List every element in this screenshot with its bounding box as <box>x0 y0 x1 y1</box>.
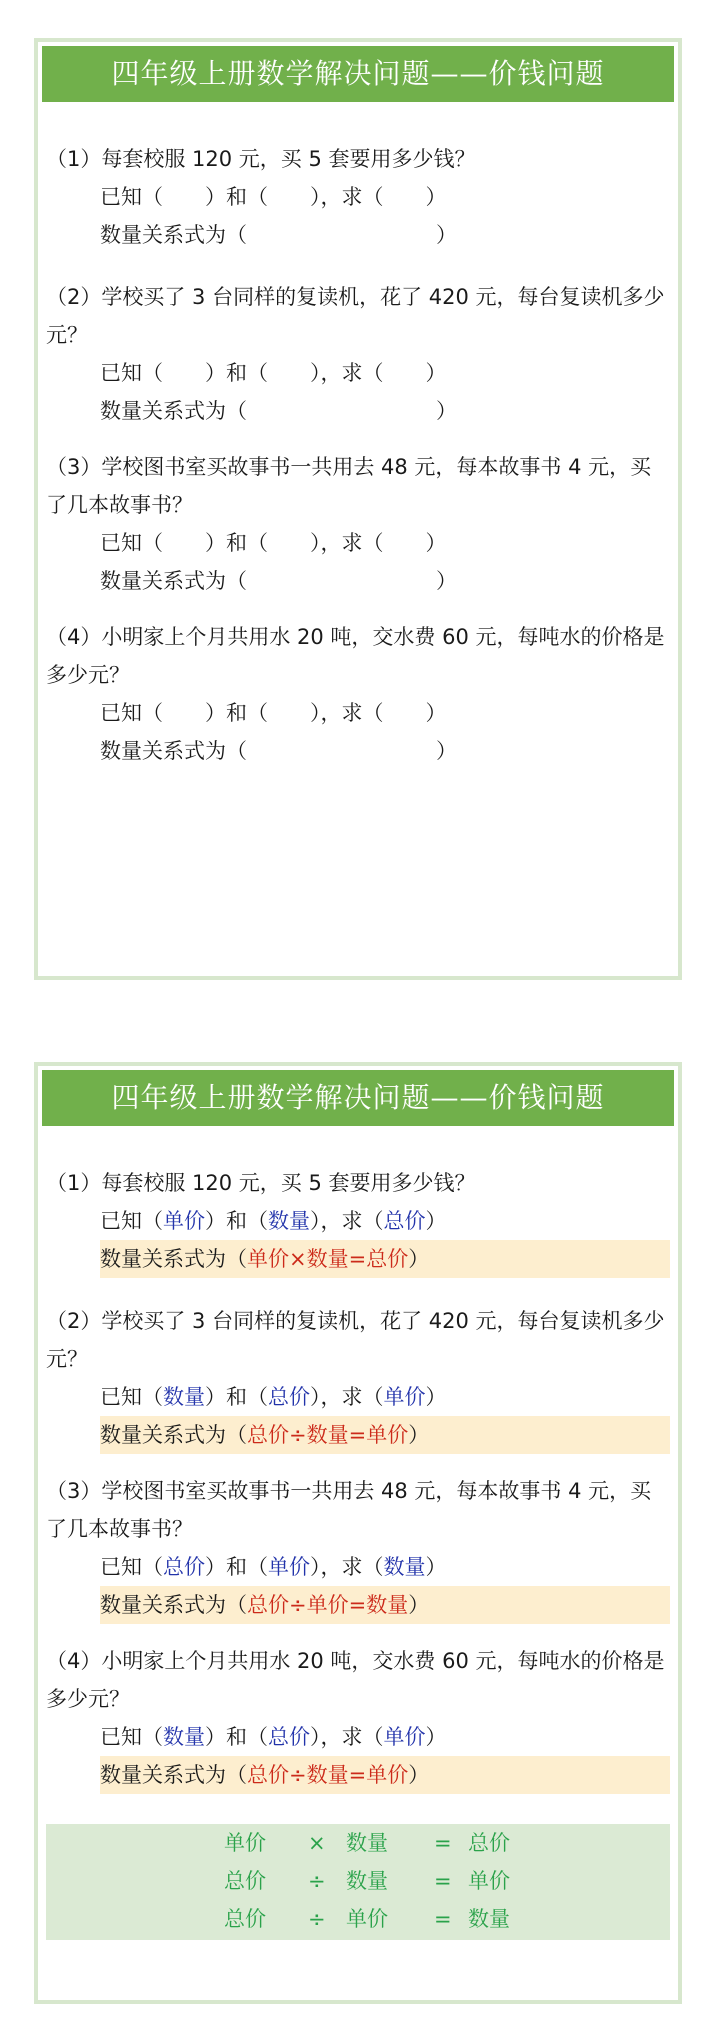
formula-term: 总价 <box>224 1869 266 1893</box>
formula-result: 总价 <box>468 1831 510 1855</box>
find-label: ），求（ <box>310 1725 384 1749</box>
question-4 <box>38 618 678 770</box>
known-line <box>100 1378 670 1416</box>
question-text: （2）学校买了 3 台同样的复读机，花了 420 元，每台复读机多少元？ <box>46 285 665 347</box>
relation-value: 总价÷数量=单价 <box>247 1423 409 1447</box>
close-paren: ） <box>425 1725 447 1749</box>
relation-label: 数量关系式为（ <box>100 1593 247 1617</box>
and-label: ）和（ <box>205 1725 268 1749</box>
worksheet-answers <box>34 1062 682 2004</box>
relation-value: 单价×数量=总价 <box>247 1247 409 1271</box>
and-label: ）和（ <box>205 1385 268 1409</box>
relation-label: 数量关系式为（ <box>100 1763 247 1787</box>
formula-row <box>46 1900 670 1938</box>
close-paren: ） <box>408 1423 430 1447</box>
worksheet-title: 四年级上册数学解决问题——价钱问题 <box>42 46 674 102</box>
close-paren: ） <box>408 1593 430 1617</box>
formula-result: 单价 <box>468 1869 510 1893</box>
worksheet-blank <box>34 38 682 980</box>
known-value-2: 单价 <box>268 1555 310 1579</box>
relation-line: 数量关系式为（ ） <box>100 569 457 593</box>
known-label: 已知（ <box>100 1209 163 1233</box>
formula-term: 数量 <box>346 1831 388 1855</box>
answer-2 <box>38 1302 678 1454</box>
question-text: （2）学校买了 3 台同样的复读机，花了 420 元，每台复读机多少元？ <box>46 1309 665 1371</box>
relation-label: 数量关系式为（ <box>100 1423 247 1447</box>
formula-summary <box>46 1824 670 1940</box>
find-value: 单价 <box>383 1385 426 1409</box>
known-value-2: 总价 <box>268 1385 310 1409</box>
answer-1 <box>38 1164 678 1278</box>
close-paren: ） <box>408 1763 430 1787</box>
find-label: ），求（ <box>310 1209 384 1233</box>
known-line: 已知（ ）和（ ），求（ ） <box>100 701 447 725</box>
question-text: （4）小明家上个月共用水 20 吨，交水费 60 元，每吨水的价格是多少元？ <box>46 625 665 687</box>
question-text: （3）学校图书室买故事书一共用去 48 元，每本故事书 4 元，买了几本故事书？ <box>46 1479 652 1541</box>
known-line: 已知（ ）和（ ），求（ ） <box>100 531 447 555</box>
known-line: 已知（ ）和（ ），求（ ） <box>100 185 447 209</box>
question-text: （4）小明家上个月共用水 20 吨，交水费 60 元，每吨水的价格是多少元？ <box>46 1649 665 1711</box>
find-value: 总价 <box>383 1209 426 1233</box>
formula-operator: ÷ <box>308 1907 326 1931</box>
and-label: ）和（ <box>205 1209 268 1233</box>
formula-term: 单价 <box>224 1831 266 1855</box>
formula-equals: = <box>434 1869 452 1893</box>
known-label: 已知（ <box>100 1555 163 1579</box>
find-label: ），求（ <box>310 1555 384 1579</box>
relation-line: 数量关系式为（ ） <box>100 399 457 423</box>
formula-operator: ÷ <box>308 1869 326 1893</box>
known-line <box>100 1718 670 1756</box>
relation-line: 数量关系式为（ ） <box>100 739 457 763</box>
question-text: （1）每套校服 120 元，买 5 套要用多少钱？ <box>46 147 476 171</box>
known-line <box>100 1548 670 1586</box>
relation-line: 数量关系式为（ ） <box>100 223 457 247</box>
known-value-1: 总价 <box>163 1555 205 1579</box>
formula-result: 数量 <box>468 1907 510 1931</box>
find-value: 数量 <box>383 1555 426 1579</box>
relation-value: 总价÷数量=单价 <box>247 1763 409 1787</box>
formula-term: 单价 <box>346 1907 388 1931</box>
known-label: 已知（ <box>100 1725 163 1749</box>
known-value-2: 总价 <box>268 1725 310 1749</box>
question-1 <box>38 140 678 254</box>
known-value-2: 数量 <box>268 1209 310 1233</box>
relation-line <box>100 1756 670 1794</box>
worksheet-title: 四年级上册数学解决问题——价钱问题 <box>42 1070 674 1126</box>
question-2 <box>38 278 678 430</box>
close-paren: ） <box>408 1247 430 1271</box>
formula-operator: × <box>308 1831 326 1855</box>
known-value-1: 数量 <box>163 1385 205 1409</box>
known-line <box>100 1202 670 1240</box>
answer-4 <box>38 1642 678 1794</box>
formula-row <box>46 1824 670 1862</box>
question-text: （3）学校图书室买故事书一共用去 48 元，每本故事书 4 元，买了几本故事书？ <box>46 455 652 517</box>
answer-3 <box>38 1472 678 1624</box>
find-label: ），求（ <box>310 1385 384 1409</box>
formula-equals: = <box>434 1907 452 1931</box>
relation-line <box>100 1586 670 1624</box>
relation-label: 数量关系式为（ <box>100 1247 247 1271</box>
formula-term: 数量 <box>346 1869 388 1893</box>
find-value: 单价 <box>383 1725 426 1749</box>
known-value-1: 数量 <box>163 1725 205 1749</box>
relation-line <box>100 1416 670 1454</box>
formula-row <box>46 1862 670 1900</box>
and-label: ）和（ <box>205 1555 268 1579</box>
question-text: （1）每套校服 120 元，买 5 套要用多少钱？ <box>46 1171 476 1195</box>
formula-term: 总价 <box>224 1907 266 1931</box>
known-value-1: 单价 <box>163 1209 205 1233</box>
close-paren: ） <box>425 1555 447 1579</box>
known-label: 已知（ <box>100 1385 163 1409</box>
close-paren: ） <box>425 1385 447 1409</box>
close-paren: ） <box>425 1209 447 1233</box>
relation-line <box>100 1240 670 1278</box>
relation-value: 总价÷单价=数量 <box>247 1593 409 1617</box>
question-3 <box>38 448 678 600</box>
known-line: 已知（ ）和（ ），求（ ） <box>100 361 447 385</box>
formula-equals: = <box>434 1831 452 1855</box>
